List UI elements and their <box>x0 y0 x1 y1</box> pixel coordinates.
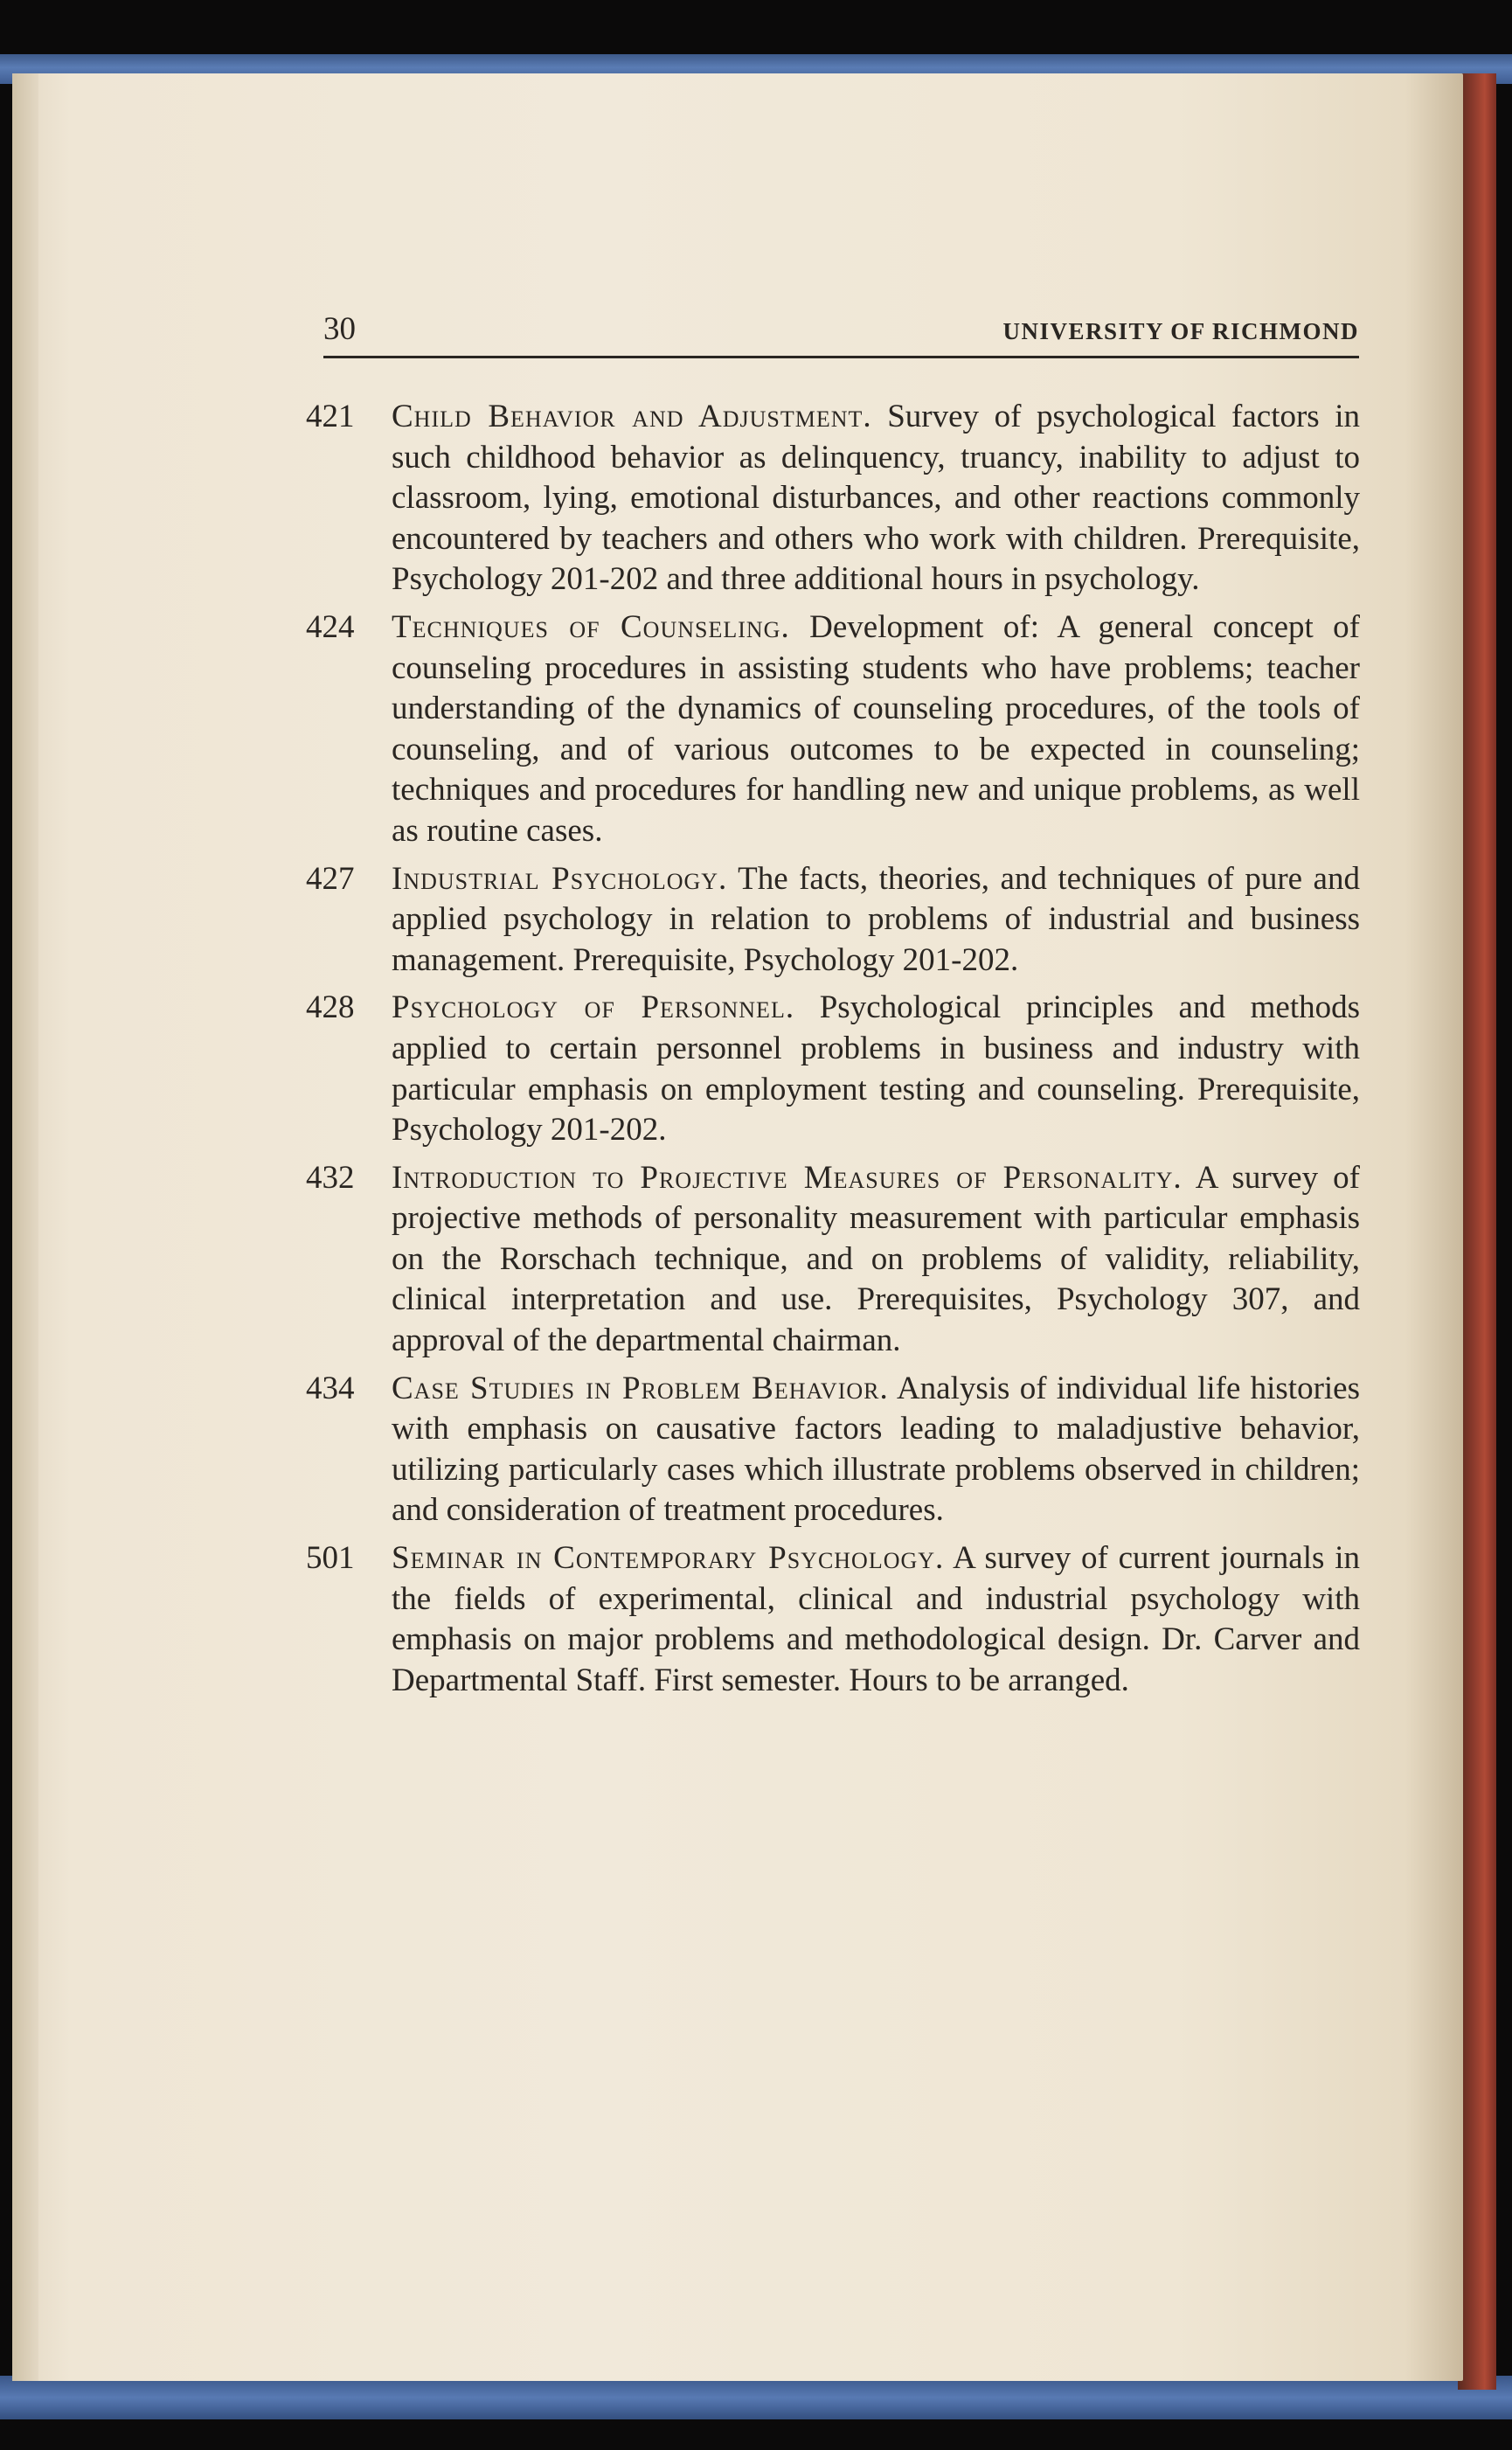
course-title: Introduction to Projective Measures of Personality. <box>392 1159 1183 1196</box>
course-number: 501 <box>306 1540 355 1577</box>
book-cover-bottom-band <box>0 2376 1512 2419</box>
course-description: A survey of projective methods of personality measurement with particular emphasis on the Rorschach technique, and on problems of validity, reliability, clinical interpretation and use. Prerequisites, Psychology 307, and approval of the departmental chairman. <box>392 1159 1360 1359</box>
course-list <box>306 397 1361 1701</box>
course-number: 432 <box>306 1159 355 1196</box>
course-entry <box>306 607 1361 852</box>
course-title: Techniques of Counseling. <box>392 608 790 645</box>
course-title: Psychology of Personnel. <box>392 989 795 1026</box>
course-title: Case Studies in Problem Behavior. <box>392 1370 889 1406</box>
course-title: Industrial Psychology. <box>392 860 728 897</box>
course-number: 421 <box>306 399 355 434</box>
course-description: The facts, theories, and techniques of pure and applied psychology in relation to problems of industrial and business management. Prerequisite, Psychology 201-202. <box>392 860 1360 978</box>
course-description: Psychological principles and methods applied to certain personnel problems in business and industry with particular emphasis on employment testing and counseling. Prerequisite, Psychology 201-202. <box>392 989 1360 1149</box>
page-gutter <box>12 73 38 2381</box>
course-number: 434 <box>306 1370 355 1406</box>
course-entry <box>306 397 1361 600</box>
course-entry <box>306 1369 1360 1531</box>
course-title: Child Behavior and Adjustment. <box>392 399 872 434</box>
running-header <box>323 310 1359 358</box>
course-number: 428 <box>306 989 355 1026</box>
page-edge-right <box>1458 73 1496 2390</box>
course-entry <box>306 988 1360 1150</box>
course-description: A survey of current journals in the fields of experimental, clinical and industrial psychology with emphasis on major problems and methodological design. Dr. Carver and Departmental Staff. First semester. Hours to be arranged. <box>392 1540 1360 1698</box>
course-number: 427 <box>306 860 355 897</box>
course-entry <box>306 1538 1360 1701</box>
course-entry <box>306 859 1360 982</box>
course-description: Survey of psychological factors in such childhood behavior as delinquency, truancy, inability to adjust to classroom, lying, emotional disturbances, and other reactions commonly encountered by teachers and others who work with children. Prerequisite, Psychology 201-202 and three additional hours in psychology. <box>392 399 1361 598</box>
running-title: UNIVERSITY OF RICHMOND <box>1002 318 1359 344</box>
course-description: Development of: A general concept of counseling procedures in assisting students who have problems; teacher understanding of the dynamics of counseling procedures, of the tools of counseling, and of various outcomes to be expected in counseling; techniques and procedures for handling new and unique problems, as well as routine cases. <box>392 608 1361 849</box>
course-entry <box>306 1158 1360 1362</box>
course-number: 424 <box>306 608 355 645</box>
course-title: Seminar in Contemporary Psychology. <box>392 1540 945 1577</box>
course-description: Analysis of individual life histories with emphasis on causative factors leading to maladjustive behavior, utilizing particularly cases which illustrate problems observed in children; and consideration of treatment procedures. <box>392 1370 1360 1529</box>
page-number: 30 <box>323 311 356 347</box>
